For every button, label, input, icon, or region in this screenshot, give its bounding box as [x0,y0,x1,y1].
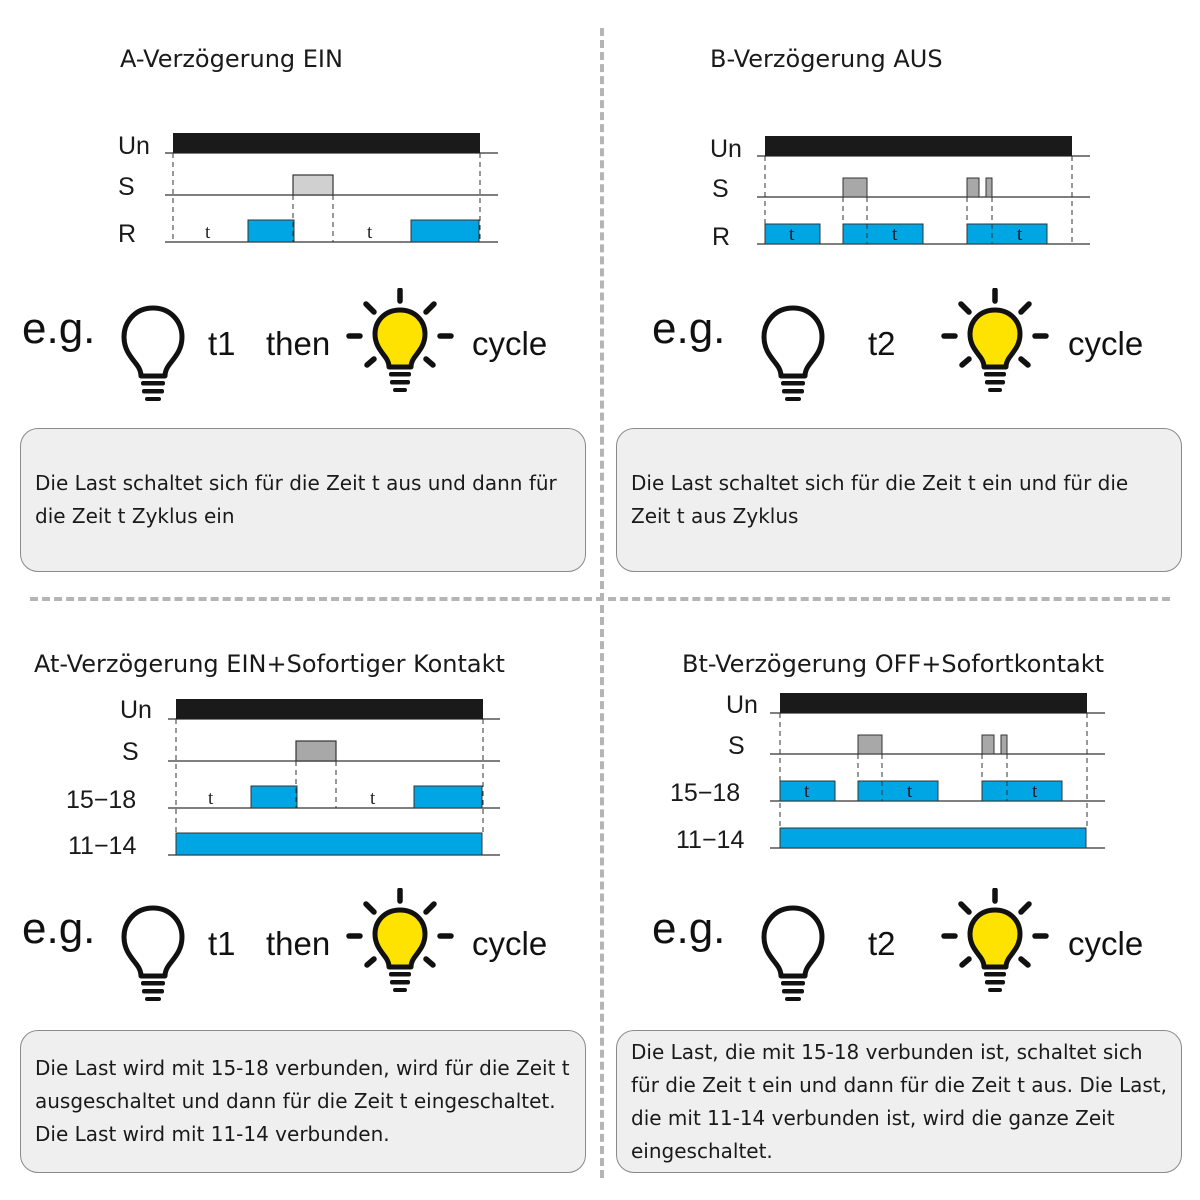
un-bar [765,136,1072,156]
description-panel [20,428,586,572]
description-panel [616,1030,1182,1173]
then-label: then [266,325,331,362]
r2-bar [176,833,482,855]
eg-label: e.g. [652,904,726,953]
cycle-label: cycle [1068,325,1144,362]
lightbulb-outline-icon [758,302,828,402]
s-pulse [843,178,867,197]
eg-label: e.g. [22,304,96,353]
label-r: R [712,223,731,251]
description-panel [616,428,1182,572]
r-pulse [967,224,1047,244]
t-label: t [892,224,898,245]
label-un: Un [118,132,150,160]
description-text: Die Last, die mit 15-18 verbunden ist, schaltet sich für die Zeit t ein und dann für die Zeit t aus. Die Last, die mit 11-14 verbunden ist, wird die ganze Zeit eingeschaltet. [631,1039,1168,1163]
s-pulse [858,735,882,754]
r-pulse [843,224,923,244]
example-row [600,280,1200,410]
lightbulb-glowing-icon [940,888,1050,1013]
r-pulse [248,220,294,242]
quadrant-title: Bt-Verzögerung OFF+Sofortkontakt [682,650,1105,678]
quadrant-at [0,600,600,1200]
quadrant-a [0,0,600,600]
time-label: t2 [868,925,896,962]
time-label: t2 [868,325,896,362]
lightbulb-glowing-icon [345,288,455,413]
t-label: t [205,222,211,243]
timing-diagram [600,600,1200,860]
timing-diagram [600,0,1200,260]
label-s: S [728,732,745,760]
r-pulse [858,781,938,801]
un-bar [780,693,1087,713]
cycle-label: cycle [472,325,548,362]
time-label: t1 [208,925,236,962]
timing-diagram [0,0,600,260]
s-pulse [296,741,336,761]
then-label: then [266,925,331,962]
t-label: t [1032,781,1038,802]
time-label: t1 [208,325,236,362]
t-label: t [367,222,373,243]
quadrant-title: B-Verzögerung AUS [710,45,943,73]
description-text: Die Last schaltet sich für die Zeit t aus und dann für die Zeit t Zyklus ein [35,471,557,528]
example-row [0,280,600,410]
eg-label: e.g. [652,304,726,353]
s-pulse [982,735,994,754]
t-label: t [804,781,810,802]
cycle-label: cycle [1068,925,1144,962]
t-label: t [789,224,795,245]
s-pulse [967,178,979,197]
description-text: Die Last schaltet sich für die Zeit t ein und für die Zeit t aus Zyklus [631,471,1129,528]
label-r: 15−18 [66,786,137,814]
s-pulse [293,175,333,195]
s-pulse [1001,735,1007,754]
label-r: 15−18 [670,779,741,807]
un-bar [176,699,483,719]
timing-diagram [0,600,600,870]
quadrant-b [600,0,1200,600]
description-text: Die Last wird mit 15-18 verbunden, wird für die Zeit t ausgeschaltet und dann für die Zeit t eingeschaltet. Die Last wird mit 11-14 verbunden. [35,1056,570,1146]
lightbulb-outline-icon [118,902,188,1002]
label-un: Un [120,696,152,724]
example-row [600,880,1200,1010]
quadrant-title: A-Verzögerung EIN [120,45,343,73]
t-label: t [907,781,913,802]
label-r2: 11−14 [676,826,745,854]
r-pulse [982,781,1062,801]
description-panel [20,1030,586,1173]
t-label: t [1017,224,1023,245]
r-pulse [414,786,482,808]
lightbulb-glowing-icon [345,888,455,1013]
label-un: Un [726,691,758,719]
t-label: t [370,788,376,809]
lightbulb-outline-icon [758,902,828,1002]
lightbulb-outline-icon [118,302,188,402]
lightbulb-glowing-icon [940,288,1050,413]
s-pulse [986,178,992,197]
label-s: S [712,175,729,203]
label-un: Un [710,135,742,163]
label-s: S [122,738,139,766]
eg-label: e.g. [22,904,96,953]
cycle-label: cycle [472,925,548,962]
r2-bar [780,828,1086,848]
label-s: S [118,173,135,201]
r-pulse [251,786,297,808]
quadrant-title: At-Verzögerung EIN+Sofortiger Kontakt [34,650,505,678]
label-r: R [118,220,137,248]
r-pulse [411,220,479,242]
example-row [0,880,600,1010]
label-r2: 11−14 [68,832,137,860]
t-label: t [208,788,214,809]
un-bar [173,133,480,153]
quadrant-bt [600,600,1200,1200]
